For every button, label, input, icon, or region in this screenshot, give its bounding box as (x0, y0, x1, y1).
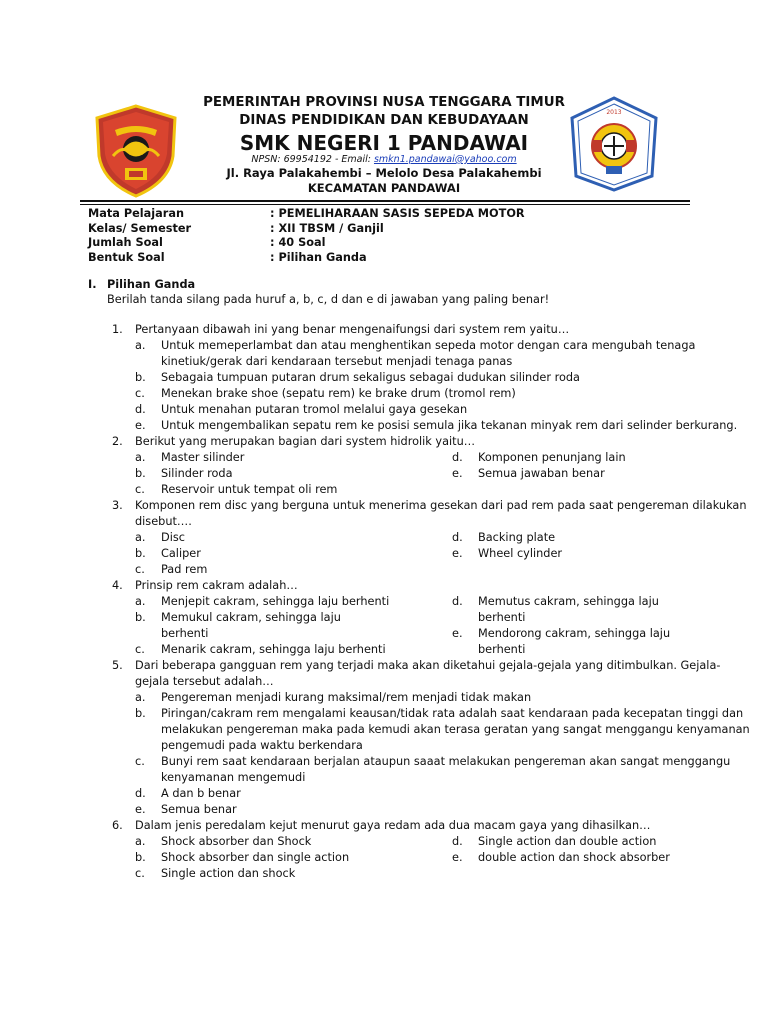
option-text: Untuk mengembalikan sepatu rem ke posisi semula jika tekanan minyak rem dari selinder berkurang. (161, 419, 738, 432)
option-text: double action dan shock absorber (478, 851, 670, 864)
question-text: Komponen rem disc yang berguna untuk menerima gesekan dari pad rem pada saat pengereman dilakukan (135, 499, 747, 512)
option-text: Untuk menahan putaran tromol melalui gaya gesekan (161, 403, 468, 416)
option-text: Untuk memeperlambat dan atau menghentikan sepeda motor dengan cara mengubah tenaga (161, 339, 696, 352)
option-letter: d. (135, 787, 146, 800)
info-label: Bentuk Soal (88, 250, 165, 264)
option-text: Pengereman menjadi kurang maksimal/rem menjadi tidak makan (161, 691, 532, 704)
option-letter: d. (135, 403, 146, 416)
option-letter: e. (452, 547, 463, 560)
option-letter: c. (135, 387, 145, 400)
option-text: berhenti (478, 643, 526, 656)
question-number: 3. (112, 499, 123, 512)
option-text: Single action dan shock (161, 867, 296, 880)
section-title: Pilihan Ganda (107, 278, 196, 291)
option-letter: a. (135, 451, 146, 464)
option-letter: b. (135, 611, 146, 624)
info-label: Kelas/ Semester (88, 221, 192, 235)
option-text: kinetiuk/gerak dari kendaraan tersebut menjadi tenaga panas (161, 355, 513, 368)
option-letter: a. (135, 339, 146, 352)
option-letter: d. (452, 835, 463, 848)
option-letter: b. (135, 547, 146, 560)
info-value: : Pilihan Ganda (270, 250, 367, 264)
option-text: Piringan/cakram rem mengalami keausan/tidak rata adalah saat kendaraan pada kecepatan tinggi dan (161, 707, 744, 720)
option-text: Menarik cakram, sehingga laju berhenti (161, 643, 386, 656)
header-department: DINAS PENDIDIKAN DAN KEBUDAYAAN (239, 113, 529, 128)
option-letter: d. (452, 451, 463, 464)
option-text: Shock absorber dan single action (161, 851, 350, 864)
option-letter: a. (135, 595, 146, 608)
option-letter: d. (452, 531, 463, 544)
option-letter: b. (135, 467, 146, 480)
header-province: PEMERINTAH PROVINSI NUSA TENGGARA TIMUR (203, 95, 565, 110)
option-text: Shock absorber dan Shock (161, 835, 312, 848)
header-district: KECAMATAN PANDAWAI (307, 181, 461, 195)
question-text: Prinsip rem cakram adalah… (135, 579, 298, 592)
question-text: Berikut yang merupakan bagian dari system hidrolik yaitu… (135, 435, 476, 448)
option-letter: c. (135, 755, 145, 768)
option-letter: a. (135, 691, 146, 704)
question-number: 2. (112, 435, 123, 448)
question-number: 6. (112, 819, 123, 832)
option-letter: c. (135, 563, 145, 576)
question-text: Dalam jenis peredalam kejut menurut gaya redam ada dua macam gaya yang dihasilkan… (135, 819, 651, 832)
header-divider-thin (80, 204, 690, 205)
question-text: Dari beberapa gangguan rem yang terjadi maka akan diketahui gejala-gejala yang ditimbulkan. Gejala- (135, 659, 721, 672)
option-text: Semua jawaban benar (478, 467, 605, 480)
option-letter: b. (135, 371, 146, 384)
option-letter: a. (135, 531, 146, 544)
option-text: Pad rem (161, 563, 208, 576)
option-letter: e. (135, 803, 146, 816)
option-text: Caliper (161, 547, 201, 560)
option-text: Reservoir untuk tempat oli rem (161, 483, 338, 496)
email-link[interactable]: smkn1.pandawai@yahoo.com (373, 154, 517, 165)
option-text: Silinder roda (161, 467, 233, 480)
info-label: Mata Pelajaran (88, 207, 184, 220)
header-contact (0, 154, 768, 165)
option-text: Disc (161, 531, 185, 544)
option-letter: e. (452, 851, 463, 864)
header-divider (80, 200, 690, 202)
option-letter: e. (452, 627, 463, 640)
header-address: Jl. Raya Palakahembi – Melolo Desa Palakahembi (226, 166, 542, 180)
option-letter: b. (135, 851, 146, 864)
option-text: Sebagaia tumpuan putaran drum sekaligus sebagai dudukan silinder roda (161, 371, 580, 384)
school-name: SMK NEGERI 1 PANDAWAI (239, 131, 529, 155)
section-number: I. (88, 278, 97, 291)
option-text: Semua benar (161, 803, 237, 816)
option-letter: b. (135, 707, 146, 720)
option-text: berhenti (161, 627, 209, 640)
option-text: Wheel cylinder (478, 547, 563, 560)
info-value: : 40 Soal (270, 236, 326, 249)
section-instruction: Berilah tanda silang pada huruf a, b, c, d dan e di jawaban yang paling benar! (107, 293, 550, 306)
option-text: Bunyi rem saat kendaraan berjalan ataupun saaat melakukan pengereman akan sangat menggangu (161, 755, 731, 768)
option-text: Single action dan double action (478, 835, 657, 848)
option-letter: c. (135, 483, 145, 496)
option-text: kenyamanan mengemudi (161, 771, 306, 784)
question-text: gejala tersebut adalah… (135, 675, 274, 688)
option-text: Master silinder (161, 451, 245, 464)
option-text: Menjepit cakram, sehingga laju berhenti (161, 595, 390, 608)
option-text: Backing plate (478, 531, 556, 544)
option-text: melakukan pengereman maka pada kemudi akan terasa geratan yang sangat menggangu kenyamanan (161, 723, 750, 736)
npsn-text: NPSN: 69954192 - Email: (251, 154, 374, 165)
question-text: Pertanyaan dibawah ini yang benar mengenaifungsi dari system rem yaitu… (135, 323, 570, 336)
option-letter: c. (135, 643, 145, 656)
option-letter: c. (135, 867, 145, 880)
option-text: Memukul cakram, sehingga laju (161, 611, 341, 624)
info-value: : PEMELIHARAAN SASIS SEPEDA MOTOR (270, 207, 525, 220)
question-number: 5. (112, 659, 123, 672)
question-text: disebut…. (135, 515, 192, 528)
option-text: Menekan brake shoe (sepatu rem) ke brake drum (tromol rem) (161, 387, 516, 400)
option-text: A dan b benar (161, 787, 241, 800)
option-text: Mendorong cakram, sehingga laju (478, 627, 671, 640)
option-text: Komponen penunjang lain (478, 451, 626, 464)
option-letter: d. (452, 595, 463, 608)
option-letter: e. (452, 467, 463, 480)
info-value: : XII TBSM / Ganjil (270, 221, 384, 235)
option-text: pengemudi pada waktu berkendara (161, 739, 363, 752)
option-letter: e. (135, 419, 146, 432)
question-number: 1. (112, 323, 123, 336)
option-letter: a. (135, 835, 146, 848)
question-number: 4. (112, 579, 123, 592)
option-text: Memutus cakram, sehingga laju (478, 595, 659, 608)
logo-year: 2013 (606, 109, 622, 116)
info-label: Jumlah Soal (88, 236, 163, 249)
option-text: berhenti (478, 611, 526, 624)
